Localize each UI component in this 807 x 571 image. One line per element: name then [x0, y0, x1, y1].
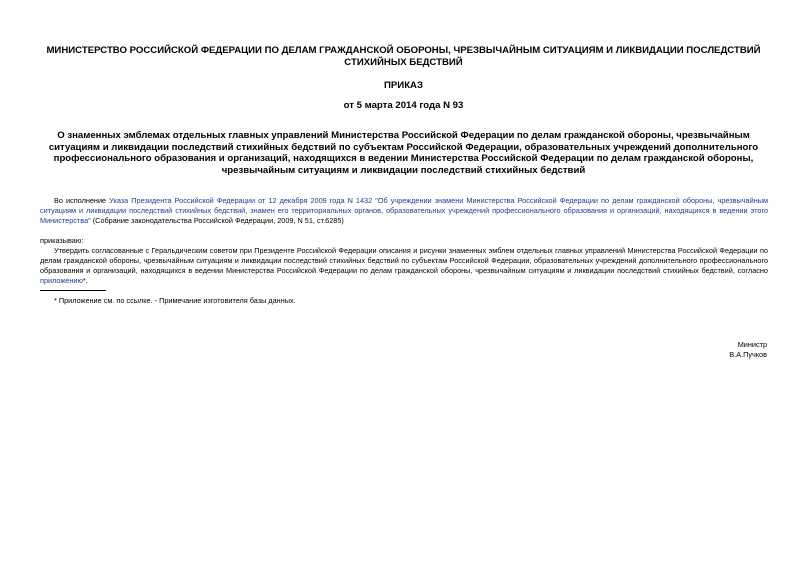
document-subject: О знаменных эмблемах отдельных главных управлений Министерства Российской Федерации по делам гражданской обороны, чрезвычайным ситуациям и ликвидации последствий стихийных бедствий по субъектам Российской Федерации, образовательных учреждений дополнительного профессионального образования и организаций, находящихся в ведении Министерства Российской Федерации по делам гражданской обороны, чрезвычайным ситуациям и ликвидации последствий стихийных бедствий	[48, 130, 759, 176]
paragraph-basis	[40, 196, 768, 226]
paragraph-approve-suffix: *.	[82, 276, 88, 285]
paragraph-basis-suffix: (Собрание законодательства Российской Федерации, 2009, N 51, ст.6285)	[90, 216, 344, 225]
document-type: ПРИКАЗ	[384, 80, 423, 91]
document-date-number: от 5 марта 2014 года N 93	[343, 100, 464, 111]
footnote-divider	[40, 290, 106, 291]
ministry-heading: МИНИСТЕРСТВО РОССИЙСКОЙ ФЕДЕРАЦИИ ПО ДЕЛАМ ГРАЖДАНСКОЙ ОБОРОНЫ, ЧРЕЗВЫЧАЙНЫМ СИТУАЦИЯМ И ЛИКВИДАЦИИ ПОСЛЕДСТВИЙ СТИХИЙНЫХ БЕДСТВИЙ	[46, 45, 761, 68]
paragraph-approve	[40, 246, 768, 286]
decree-link[interactable]: Указа Президента Российской Федерации от 12 декабря 2009 года N 1432 "Об учреждении знамени Министерства Российской Федерации по делам гражданской обороны, чрезвычайным ситуациям и ликвидации последствий стихийных бедствий, знамен его территориальных органов, образовательных учреждений профессионального образования и организаций, находящихся в ведении этого Министерства"	[40, 196, 768, 225]
paragraph-basis-prefix: Во исполнение	[54, 196, 110, 205]
signature-title: Министр	[737, 340, 767, 349]
footnote: * Приложение см. по ссылке. - Примечание изготовителя базы данных.	[54, 296, 296, 305]
appendix-link[interactable]: приложению	[40, 276, 83, 285]
signature-name: В.А.Пучков	[729, 350, 767, 359]
paragraph-order: приказываю:	[40, 236, 84, 245]
paragraph-approve-text: Утвердить согласованные с Геральдическим советом при Президенте Российской Федерации описания и рисунки знаменных эмблем отдельных главных управлений Министерства Российской Федерации по делам гражданской обороны, чрезвычайным ситуациям и ликвидации последствий стихийных бедствий по субъектам Российской Федерации, образовательных учреждений дополнительного профессионального образования и организаций, находящихся в ведении Министерства Российской Федерации по делам гражданской обороны, чрезвычайным ситуациям и ликвидации последствий стихийных бедствий, согласно	[40, 246, 768, 275]
